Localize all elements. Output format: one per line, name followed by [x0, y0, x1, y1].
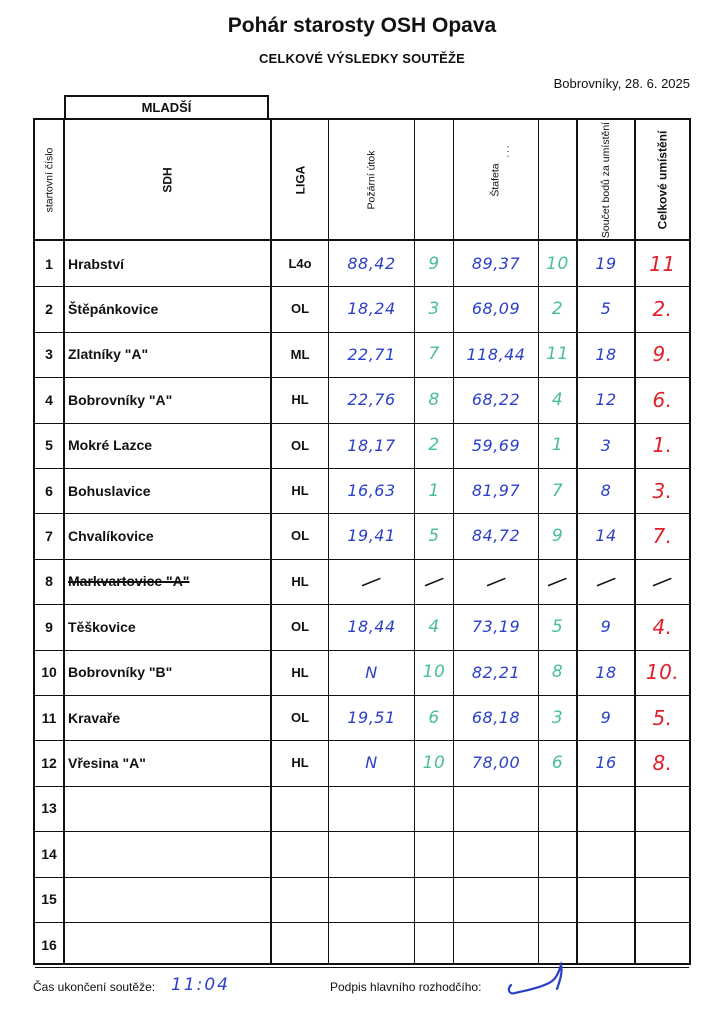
relay-time [454, 877, 538, 922]
points-sum [578, 877, 634, 922]
table-row [35, 740, 689, 785]
attack-time [329, 922, 414, 967]
row-number: 5 [45, 437, 53, 454]
row-number: 11 [41, 709, 57, 726]
table-row [35, 604, 689, 649]
overall-place: 4. [652, 614, 673, 639]
attack-time: N [365, 662, 378, 682]
points-sum [578, 831, 634, 876]
points-sum: 18 [595, 662, 617, 682]
table-row [35, 695, 689, 740]
document-subtitle: CELKOVÉ VÝSLEDKY SOUTĚŽE [258, 51, 466, 66]
points-sum: 12 [595, 390, 617, 410]
overall-place: 7. [652, 523, 673, 548]
team-name: Kravaře [68, 709, 121, 726]
table-row [35, 559, 689, 604]
column-header-start-number: startovní číslo [43, 147, 55, 212]
relay-points: 9 [551, 525, 564, 546]
table-row [35, 332, 689, 377]
points-sum: 9 [600, 617, 612, 637]
withdrawn-dash: — [590, 565, 622, 598]
attack-time: 19,51 [347, 708, 396, 727]
row-number: 9 [45, 618, 53, 635]
table-row [35, 786, 689, 831]
row-number: 8 [45, 573, 53, 590]
points-sum: 9 [600, 708, 612, 727]
attack-time: 18,44 [347, 617, 396, 637]
attack-points: 9 [428, 253, 440, 274]
overall-place: 10. [645, 660, 680, 685]
attack-points: 5 [428, 525, 440, 546]
relay-time [454, 831, 538, 876]
team-name: Markvartovice "A" [68, 573, 190, 590]
relay-time: 59,69 [471, 435, 521, 455]
attack-time [329, 559, 414, 604]
league: HL [291, 664, 309, 680]
points-sum: 16 [595, 753, 617, 773]
relay-points: 4 [551, 389, 564, 410]
overall-place: 1. [652, 433, 673, 458]
attack-points: 7 [428, 344, 440, 365]
points-sum [578, 786, 634, 831]
overall-place [636, 831, 689, 876]
withdrawn-dash: — [542, 565, 573, 598]
relay-time: 82,21 [471, 662, 521, 682]
relay-points: 5 [551, 616, 564, 637]
table-row [35, 241, 689, 286]
points-sum [578, 559, 634, 604]
league: HL [291, 392, 309, 408]
attack-points: 1 [428, 480, 440, 501]
team-name: Štěpánkovice [68, 300, 159, 317]
attack-time [329, 786, 414, 831]
attack-points [415, 559, 453, 604]
referee-signature [503, 961, 569, 1001]
team-name: Bohuslavice [68, 482, 151, 499]
team-name [65, 786, 273, 831]
table-row [35, 650, 689, 695]
row-number: 1 [45, 255, 53, 272]
league [272, 831, 328, 876]
attack-points: 2 [428, 435, 440, 456]
attack-points: 8 [428, 389, 440, 410]
relay-time: 81,97 [471, 481, 521, 500]
row-number: 7 [45, 527, 53, 544]
table-row [35, 513, 689, 558]
team-name: Bobrovníky "B" [68, 664, 173, 681]
relay-points: 11 [546, 344, 569, 365]
relay-time: 84,72 [471, 526, 521, 546]
team-name: Chvalíkovice [68, 527, 154, 544]
team-name: Hrabství [68, 255, 125, 272]
league: OL [290, 710, 310, 725]
team-name: Zlatníky "A" [68, 346, 149, 363]
relay-points [539, 559, 576, 604]
league: OL [290, 619, 310, 635]
league: ML [290, 346, 310, 362]
points-sum: 14 [595, 526, 617, 546]
attack-points: 10 [422, 752, 446, 773]
row-number: 13 [41, 800, 57, 817]
relay-time: 118,44 [466, 344, 526, 364]
league: OL [290, 301, 310, 317]
table-row [35, 468, 689, 513]
league: HL [291, 755, 309, 771]
attack-time: N [365, 753, 378, 773]
team-name [65, 922, 273, 967]
column-header-overall: Celkové umístění [655, 130, 670, 229]
overall-place: 5. [652, 705, 673, 730]
relay-points [539, 786, 576, 831]
overall-place: 2. [652, 296, 673, 321]
table-row [35, 423, 689, 468]
column-header-relay: Štafeta [490, 162, 502, 197]
row-number: 2 [45, 300, 53, 317]
league [272, 922, 328, 967]
withdrawn-dash: — [647, 565, 678, 598]
attack-time [329, 831, 414, 876]
row-number: 12 [41, 754, 57, 771]
attack-time [329, 877, 414, 922]
relay-time: 78,00 [471, 753, 521, 773]
league [272, 786, 328, 831]
points-sum [578, 922, 634, 967]
overall-place: 9. [652, 342, 673, 367]
points-sum: 18 [595, 344, 617, 364]
overall-place [636, 922, 689, 967]
end-time-value: 11:04 [171, 975, 230, 995]
column-header-points-sum: Součet bodů za umístění [600, 121, 612, 238]
signature-label: Podpis hlavního rozhodčího: [330, 980, 482, 994]
attack-time: 88,42 [347, 254, 396, 273]
relay-points: 7 [551, 480, 564, 501]
relay-points: 1 [551, 435, 564, 456]
attack-points [415, 831, 453, 876]
relay-points [539, 877, 576, 922]
table-row [35, 877, 689, 922]
overall-place: 11 [649, 251, 676, 276]
withdrawn-dash: — [480, 565, 512, 598]
overall-place [636, 877, 689, 922]
team-name: Mokré Lazce [68, 437, 153, 454]
team-name: Bobrovníky "A" [68, 391, 173, 408]
points-sum: 8 [600, 481, 612, 500]
attack-time: 18,17 [347, 435, 396, 455]
relay-points: 2 [551, 298, 564, 319]
points-sum: 19 [595, 254, 617, 273]
relay-time [454, 786, 538, 831]
points-sum: 5 [600, 299, 612, 319]
row-number: 3 [45, 346, 53, 363]
attack-points: 6 [428, 707, 440, 728]
league: OL [290, 528, 310, 544]
league: L4o [288, 256, 312, 271]
relay-time: 68,22 [471, 390, 521, 410]
attack-points: 4 [428, 616, 440, 637]
attack-time: 18,24 [347, 299, 396, 319]
relay-points: 3 [551, 707, 564, 728]
league: HL [291, 483, 309, 498]
overall-place: 8. [652, 750, 673, 775]
relay-points: 10 [546, 253, 569, 274]
attack-time: 19,41 [347, 526, 396, 546]
relay-points [539, 831, 576, 876]
team-name: Těškovice [68, 618, 136, 635]
table-row [35, 922, 689, 967]
league [272, 877, 328, 922]
overall-place [636, 786, 689, 831]
overall-place: 3. [652, 478, 673, 503]
attack-time: 16,63 [347, 481, 396, 500]
team-name: Vřesina "A" [68, 754, 146, 771]
end-time-label: Čas ukončení soutěže: [33, 980, 156, 994]
table-row [35, 286, 689, 331]
relay-time: 68,09 [471, 299, 521, 319]
league: OL [290, 437, 310, 453]
relay-time: 73,19 [471, 617, 521, 637]
league: HL [291, 573, 309, 589]
document-title: Pohár starosty OSH Opava [227, 14, 497, 37]
team-name [65, 877, 273, 922]
relay-time [454, 559, 538, 604]
overall-place: 6. [652, 387, 673, 412]
attack-time: 22,71 [347, 344, 396, 364]
column-header-sdh: SDH [160, 166, 175, 193]
relay-time: 89,37 [471, 254, 521, 273]
table-row [35, 831, 689, 876]
row-number: 15 [41, 891, 57, 908]
place-date: Bobrovníky, 28. 6. 2025 [553, 76, 690, 91]
attack-points: 10 [422, 662, 446, 683]
column-header-relay-note: ... [500, 142, 512, 158]
relay-time: 68,18 [471, 708, 521, 727]
withdrawn-dash: — [418, 565, 450, 598]
attack-time: 22,76 [347, 390, 396, 410]
category-label: MLADŠÍ [64, 95, 269, 118]
row-number: 14 [41, 845, 57, 862]
results-table [33, 118, 691, 965]
attack-points [415, 786, 453, 831]
column-header-attack: Požární útok [365, 150, 378, 209]
relay-points: 6 [551, 752, 564, 773]
row-number: 16 [41, 936, 57, 953]
table-row [35, 377, 689, 422]
row-number: 6 [45, 482, 53, 499]
row-number: 4 [45, 391, 53, 408]
column-header-liga: LIGA [292, 165, 307, 194]
attack-points: 3 [428, 298, 440, 319]
attack-points [415, 877, 453, 922]
withdrawn-dash: — [356, 565, 387, 598]
relay-points: 8 [551, 662, 564, 683]
attack-points [415, 922, 453, 967]
points-sum: 3 [600, 435, 612, 455]
team-name [65, 831, 273, 876]
row-number: 10 [41, 664, 57, 681]
overall-place [636, 559, 689, 604]
